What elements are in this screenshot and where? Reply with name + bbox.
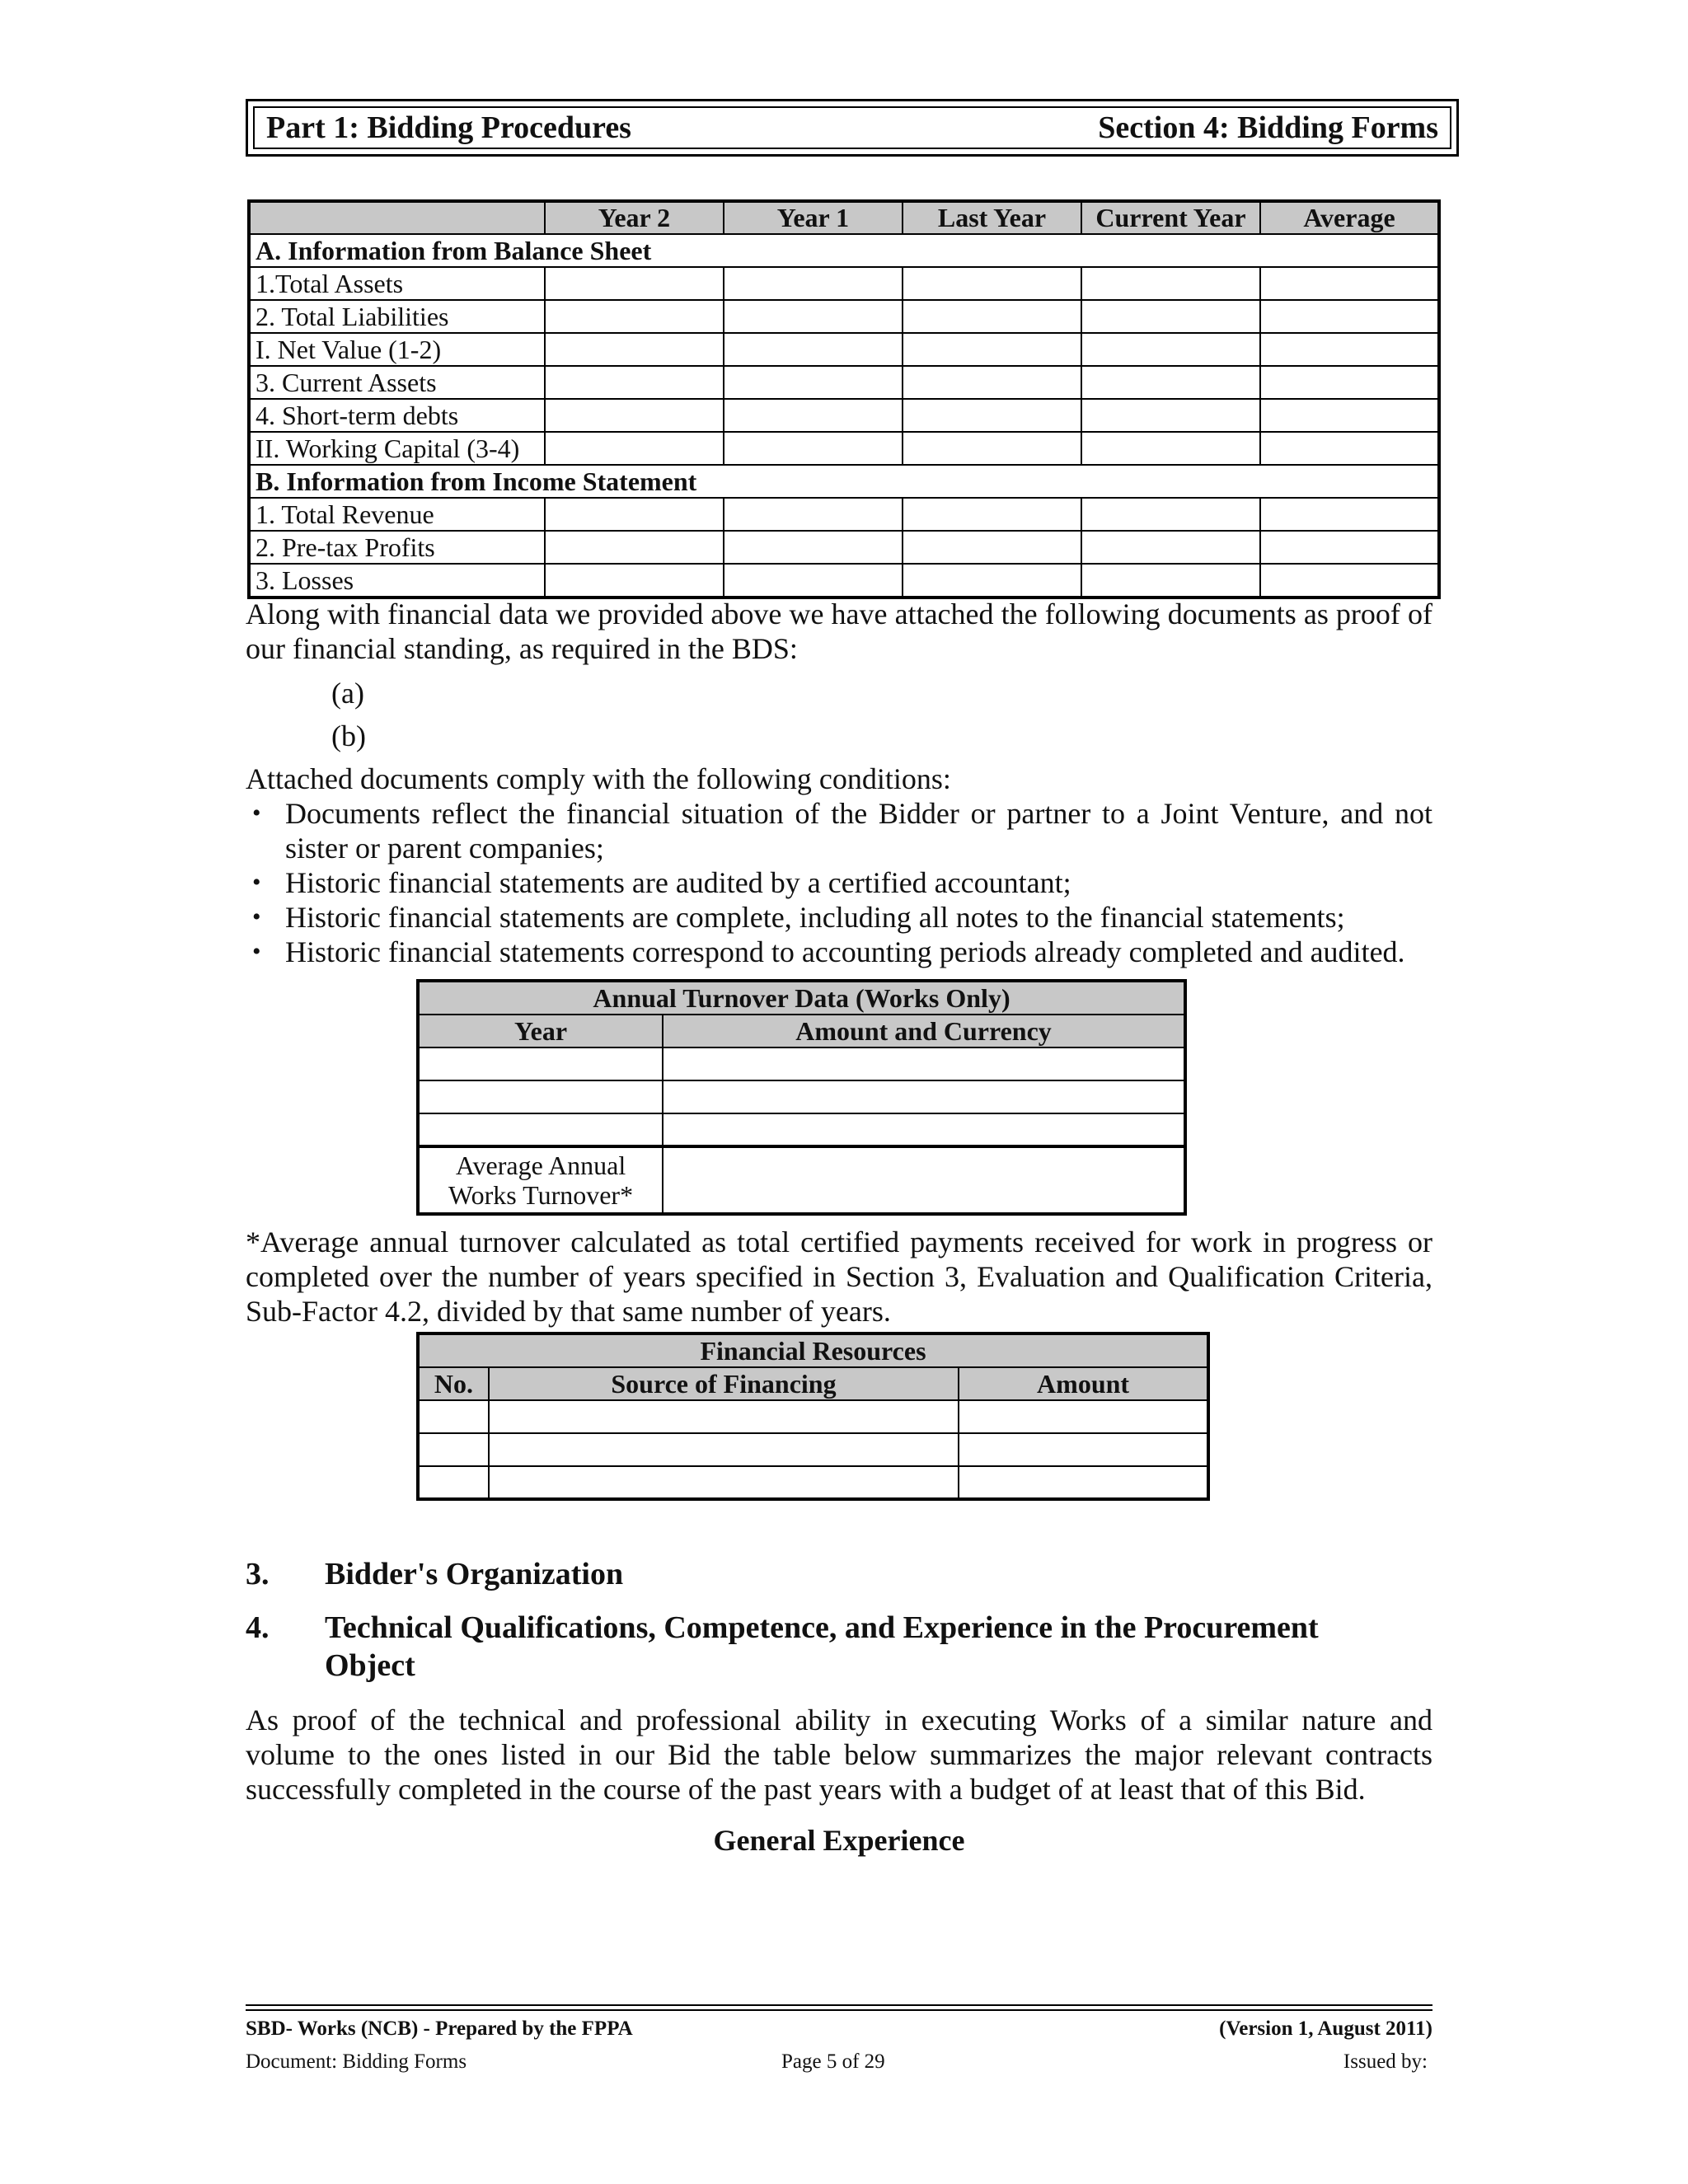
page-header [246, 99, 1459, 157]
turnover-table-title: Annual Turnover Data (Works Only) [418, 981, 1185, 1015]
input-cell[interactable] [418, 1466, 489, 1499]
input-cell[interactable] [724, 366, 903, 399]
attached-item-a: (a) [331, 677, 364, 710]
input-cell[interactable] [1260, 498, 1439, 531]
table-row [249, 300, 1439, 333]
average-label-line2: Works Turnover* [448, 1180, 634, 1210]
table-row [418, 1400, 1208, 1433]
input-cell[interactable] [1081, 432, 1260, 465]
row-label: I. Net Value (1-2) [249, 333, 545, 366]
input-cell[interactable] [1260, 399, 1439, 432]
row-label: 1.Total Assets [249, 267, 545, 300]
section-label-balance-sheet: A. Information from Balance Sheet [249, 234, 1439, 267]
input-cell[interactable] [1260, 300, 1439, 333]
input-cell[interactable] [489, 1400, 959, 1433]
row-label: 4. Short-term debts [249, 399, 545, 432]
input-cell[interactable] [489, 1466, 959, 1499]
input-cell[interactable] [545, 267, 724, 300]
annual-turnover-table [416, 979, 1187, 1216]
footer-rule [246, 2009, 1432, 2011]
footer-page-number: Page 5 of 29 [781, 2050, 885, 2073]
table-header-row [249, 201, 1439, 234]
table-title-row [418, 981, 1185, 1015]
input-cell[interactable] [1081, 267, 1260, 300]
conditions-list [246, 796, 1432, 969]
financial-resources-table [416, 1332, 1210, 1501]
header-cell-no: No. [418, 1367, 489, 1400]
input-cell[interactable] [545, 564, 724, 598]
input-cell[interactable] [663, 1113, 1185, 1146]
row-label: II. Working Capital (3-4) [249, 432, 545, 465]
input-cell[interactable] [1081, 366, 1260, 399]
input-cell[interactable] [1081, 399, 1260, 432]
footer-prepared-by: SBD- Works (NCB) - Prepared by the FPPA [246, 2018, 633, 2040]
input-cell[interactable] [545, 366, 724, 399]
input-cell[interactable] [663, 1047, 1185, 1080]
input-cell[interactable] [1260, 333, 1439, 366]
conditions-intro: Attached documents comply with the following conditions: [246, 762, 951, 795]
input-cell[interactable] [1081, 300, 1260, 333]
input-cell[interactable] [903, 366, 1081, 399]
input-cell[interactable] [903, 267, 1081, 300]
input-cell[interactable] [903, 333, 1081, 366]
input-cell[interactable] [724, 531, 903, 564]
average-label-line1: Average Annual [455, 1151, 626, 1180]
row-label: 1. Total Revenue [249, 498, 545, 531]
header-cell-current-year: Current Year [1081, 201, 1260, 234]
input-cell[interactable] [545, 300, 724, 333]
input-cell[interactable] [1081, 333, 1260, 366]
list-item: • Historic financial statements correspond to accounting periods already completed and audited. [246, 935, 1432, 969]
table-row [249, 564, 1439, 598]
input-cell[interactable] [903, 399, 1081, 432]
section4-number: 4. [246, 1610, 270, 1645]
table-row [249, 531, 1439, 564]
input-cell[interactable] [1260, 267, 1439, 300]
turnover-footnote: *Average annual turnover calculated as total certified payments received for work in progress or completed over the number of years specified in Section 3, Evaluation and Qualification Criteria, Sub-Factor 4.2, divided by that same number of years. [246, 1226, 1432, 1328]
header-cell-amount-currency: Amount and Currency [663, 1015, 1185, 1047]
input-cell[interactable] [1081, 564, 1260, 598]
input-cell[interactable] [663, 1146, 1185, 1214]
input-cell[interactable] [903, 300, 1081, 333]
input-cell[interactable] [724, 564, 903, 598]
input-cell[interactable] [724, 300, 903, 333]
table-row [249, 267, 1439, 300]
input-cell[interactable] [545, 333, 724, 366]
section-row [249, 234, 1439, 267]
section4-title-line2: Object [325, 1648, 415, 1683]
table-row [418, 1113, 1185, 1146]
table-header-row [418, 1367, 1208, 1400]
list-item: • Documents reflect the financial situation of the Bidder or partner to a Joint Venture, and not sister or parent companies; [246, 796, 1432, 865]
input-cell[interactable] [903, 432, 1081, 465]
header-cell-year1: Year 1 [724, 201, 903, 234]
row-label: 3. Losses [249, 564, 545, 598]
input-cell[interactable] [545, 432, 724, 465]
input-cell[interactable] [724, 399, 903, 432]
list-item: • Historic financial statements are audited by a certified accountant; [246, 865, 1432, 900]
header-cell-amount: Amount [959, 1367, 1208, 1400]
row-label: 2. Pre-tax Profits [249, 531, 545, 564]
input-cell[interactable] [724, 498, 903, 531]
input-cell[interactable] [663, 1080, 1185, 1113]
section-label-income-statement: B. Information from Income Statement [249, 465, 1439, 498]
input-cell[interactable] [903, 498, 1081, 531]
header-cell-year: Year [418, 1015, 663, 1047]
average-row [418, 1146, 1185, 1214]
resources-table-title: Financial Resources [418, 1333, 1208, 1367]
footer-issued-by: Issued by: [1343, 2050, 1428, 2073]
input-cell[interactable] [418, 1433, 489, 1466]
section3-number: 3. [246, 1557, 270, 1591]
section-row [249, 465, 1439, 498]
input-cell[interactable] [545, 531, 724, 564]
table-row [418, 1433, 1208, 1466]
input-cell[interactable] [959, 1466, 1208, 1499]
row-label: 2. Total Liabilities [249, 300, 545, 333]
input-cell[interactable] [418, 1047, 663, 1080]
header-cell-blank [249, 201, 545, 234]
input-cell[interactable] [724, 432, 903, 465]
header-cell-source: Source of Financing [489, 1367, 959, 1400]
table-row [249, 366, 1439, 399]
attached-docs-intro: Along with financial data we provided above we have attached the following documents as proof of our financial standing, as required in the BDS: [246, 598, 1432, 665]
input-cell[interactable] [1260, 564, 1439, 598]
table-row [249, 498, 1439, 531]
input-cell[interactable] [959, 1433, 1208, 1466]
table-row [249, 432, 1439, 465]
table-row [249, 333, 1439, 366]
footer-version: (Version 1, August 2011) [1219, 2018, 1432, 2040]
input-cell[interactable] [418, 1080, 663, 1113]
table-header-row [418, 1015, 1185, 1047]
header-cell-average: Average [1260, 201, 1439, 234]
input-cell[interactable] [959, 1400, 1208, 1433]
financial-data-table [247, 199, 1441, 599]
header-cell-year2: Year 2 [545, 201, 724, 234]
page-header-inner [253, 106, 1451, 149]
list-item: • Historic financial statements are complete, including all notes to the financial statements; [246, 900, 1432, 935]
header-section-title: Section 4: Bidding Forms [1098, 110, 1438, 145]
general-experience-heading: General Experience [713, 1824, 965, 1857]
input-cell[interactable] [1260, 432, 1439, 465]
table-row [418, 1466, 1208, 1499]
average-turnover-label [418, 1146, 663, 1214]
table-row [249, 399, 1439, 432]
header-part-title: Part 1: Bidding Procedures [266, 110, 631, 145]
section3-title: Bidder's Organization [325, 1557, 624, 1591]
table-row [418, 1080, 1185, 1113]
input-cell[interactable] [418, 1113, 663, 1146]
header-cell-last-year: Last Year [903, 201, 1081, 234]
input-cell[interactable] [1081, 498, 1260, 531]
input-cell[interactable] [724, 333, 903, 366]
row-label: 3. Current Assets [249, 366, 545, 399]
input-cell[interactable] [489, 1433, 959, 1466]
input-cell[interactable] [545, 498, 724, 531]
input-cell[interactable] [903, 531, 1081, 564]
input-cell[interactable] [418, 1400, 489, 1433]
input-cell[interactable] [903, 564, 1081, 598]
table-row [418, 1047, 1185, 1080]
table-title-row [418, 1333, 1208, 1367]
footer-rule [246, 2004, 1432, 2006]
input-cell[interactable] [1081, 531, 1260, 564]
input-cell[interactable] [1260, 531, 1439, 564]
input-cell[interactable] [545, 399, 724, 432]
section4-title-line1: Technical Qualifications, Competence, and Experience in the Procurement [325, 1610, 1319, 1645]
input-cell[interactable] [724, 267, 903, 300]
input-cell[interactable] [1260, 366, 1439, 399]
attached-item-b: (b) [331, 719, 366, 752]
section4-paragraph: As proof of the technical and professional ability in executing Works of a similar nature and volume to the ones listed in our Bid the table below summarizes the major relevant contracts successfully completed in the course of the past years with a budget of at least that of this Bid. [246, 1704, 1432, 1806]
footer-document: Document: Bidding Forms [246, 2050, 467, 2073]
